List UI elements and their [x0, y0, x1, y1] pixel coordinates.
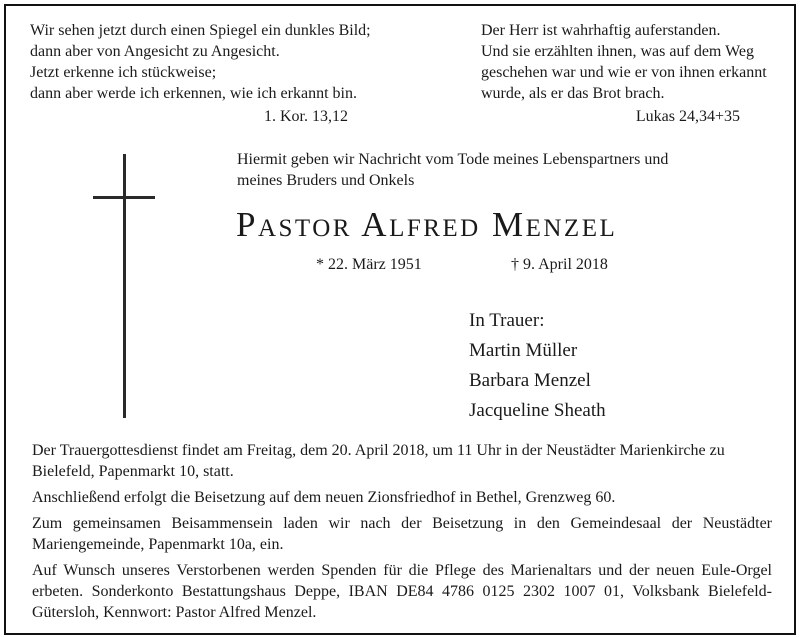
service-notice: Der Trauergottesdienst findet am Freitag, dem 20. April 2018, um 11 Uhr in der Neustädter Marienkirche zu Bielefeld, Papenmarkt 10, statt.	[32, 442, 725, 480]
funeral-details	[32, 440, 772, 628]
verse-line: Der Herr ist wahrhaftig auferstanden.	[481, 22, 721, 39]
burial-notice: Anschließend erfolgt die Beisetzung auf dem neuen Zionsfriedhof in Bethel, Grenzweg 60.	[32, 489, 616, 506]
bible-verse-right	[481, 20, 771, 127]
verse-line: Jetzt erkenne ich stückweise;	[30, 64, 217, 81]
mourners-heading: In Trauer:	[469, 310, 545, 331]
mourners-list	[469, 306, 606, 426]
bible-verse-left	[30, 20, 380, 127]
mourner-name: Barbara Menzel	[469, 370, 591, 391]
cross-vertical-bar	[123, 154, 126, 418]
verse-line: dann aber von Angesicht zu Angesicht.	[30, 43, 280, 60]
donation-notice: Auf Wunsch unseres Verstorbenen werden Spenden für die Pflege des Marienaltars und der neuen Eule-Orgel erbeten. Sonderkonto Bestattungshaus Deppe, IBAN DE84 4786 0125 2302 1007 01, Volksbank Bielefeld-Gütersloh, Kennwort: Pastor Alfred Menzel.	[32, 562, 772, 621]
verse-line: Wir sehen jetzt durch einen Spiegel ein dunkles Bild;	[30, 22, 371, 39]
announcement-intro	[237, 149, 668, 191]
cross-horizontal-bar	[93, 196, 155, 199]
deceased-name: Pastor Alfred Menzel	[236, 205, 618, 244]
verse-reference: 1. Kor. 13,12	[264, 108, 348, 125]
intro-line: Hiermit geben wir Nachricht vom Tode meines Lebenspartners und	[237, 151, 669, 168]
mourner-name: Martin Müller	[469, 340, 578, 361]
gathering-notice: Zum gemeinsamen Beisammensein laden wir nach der Beisetzung in den Gemeindesaal der Neustädter Mariengemeinde, Papenmarkt 10a, ein.	[32, 515, 772, 553]
verse-line: Und sie erzählten ihnen, was auf dem Weg	[481, 43, 754, 60]
verse-line: wurde, als er das Brot brach.	[481, 85, 665, 102]
verse-line: geschehen war und wie er von ihnen erkannt	[481, 64, 767, 81]
verse-line: dann aber werde ich erkennen, wie ich erkannt bin.	[30, 85, 357, 102]
verse-reference: Lukas 24,34+35	[635, 108, 740, 125]
intro-line: meines Bruders und Onkels	[237, 172, 415, 189]
mourner-name: Jacqueline Sheath	[469, 400, 606, 421]
birth-date: * 22. März 1951	[316, 256, 422, 273]
death-date: † 9. April 2018	[511, 256, 608, 273]
